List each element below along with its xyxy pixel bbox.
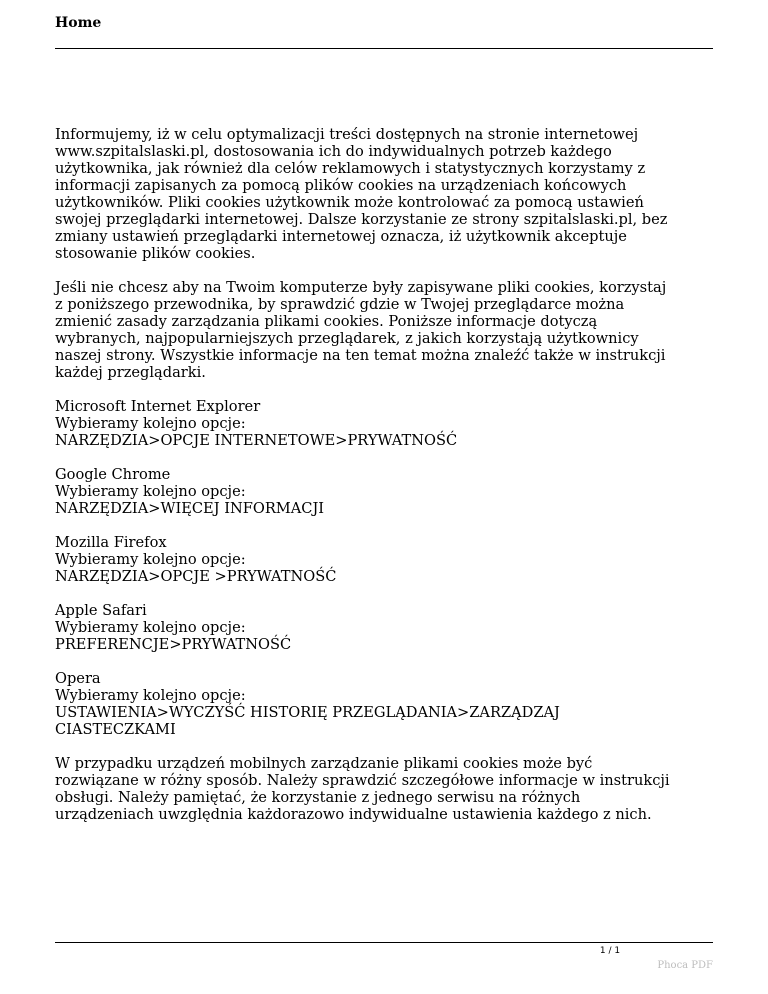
- browser-settings-path-continued: CIASTECZKAMI: [55, 721, 176, 738]
- text-line: Jeśli nie chcesz aby na Twoim komputerze były zapisywane pliki cookies, korzystaj: [55, 279, 667, 296]
- page-number: 1 / 1: [599, 946, 621, 956]
- text-line: użytkownika, jak również dla celów reklamowych i statystycznych korzystamy z: [55, 160, 646, 177]
- text-line: każdej przeglądarki.: [55, 364, 206, 381]
- text-line: naszej strony. Wszystkie informacje na ten temat można znaleźć także w instrukcji: [55, 347, 666, 364]
- browser-name: Opera: [55, 670, 101, 687]
- page-title: Home: [55, 15, 102, 31]
- browser-section-opera: [55, 670, 720, 738]
- browser-settings-path: NARZĘDZIA>OPCJE >PRYWATNOŚĆ: [55, 568, 337, 585]
- text-line: informacji zapisanych za pomocą plików cookies na urządzeniach końcowych: [55, 177, 627, 194]
- text-line: obsługi. Należy pamiętać, że korzystanie z jednego serwisu na różnych: [55, 789, 581, 806]
- text-line: rozwiązane w różny sposób. Należy sprawdzić szczegółowe informacje w instrukcji: [55, 772, 670, 789]
- browser-instruction: Wybieramy kolejno opcje:: [55, 619, 246, 636]
- text-line: zmienić zasady zarządzania plikami cookies. Poniższe informacje dotyczą: [55, 313, 598, 330]
- browser-instruction: Wybieramy kolejno opcje:: [55, 415, 246, 432]
- browser-section-internet-explorer: [55, 398, 720, 449]
- browser-settings-path: NARZĘDZIA>OPCJE INTERNETOWE>PRYWATNOŚĆ: [55, 432, 458, 449]
- browser-settings-path: NARZĘDZIA>WIĘCEJ INFORMACJI: [55, 500, 325, 517]
- mobile-paragraph: [55, 755, 720, 823]
- header-divider: [55, 48, 713, 49]
- text-line: zmiany ustawień przeglądarki internetowej oznacza, iż użytkownik akceptuje: [55, 228, 627, 245]
- page-header: [55, 14, 713, 32]
- browser-section-firefox: [55, 534, 720, 585]
- browser-name: Google Chrome: [55, 466, 171, 483]
- browser-settings-path: PREFERENCJE>PRYWATNOŚĆ: [55, 636, 292, 653]
- browser-instruction: Wybieramy kolejno opcje:: [55, 483, 246, 500]
- text-line: Informujemy, iż w celu optymalizacji treści dostępnych na stronie internetowej: [55, 126, 639, 143]
- browser-instruction: Wybieramy kolejno opcje:: [55, 551, 246, 568]
- intro-paragraph: [55, 126, 720, 262]
- browser-settings-path: USTAWIENIA>WYCZYŚĆ HISTORIĘ PRZEGLĄDANIA>ZARZĄDZAJ: [55, 704, 560, 721]
- text-line: stosowanie plików cookies.: [55, 245, 256, 262]
- text-line: z poniższego przewodnika, by sprawdzić gdzie w Twojej przeglądarce można: [55, 296, 625, 313]
- text-line: swojej przeglądarki internetowej. Dalsze korzystanie ze strony szpitalslaski.pl, bez: [55, 211, 668, 228]
- browser-name: Mozilla Firefox: [55, 534, 167, 551]
- text-line: wybranych, najpopularniejszych przeglądarek, z jakich korzystają użytkownicy: [55, 330, 639, 347]
- text-line: W przypadku urządzeń mobilnych zarządzanie plikami cookies może być: [55, 755, 593, 772]
- footer-divider: [55, 942, 713, 943]
- browser-name: Microsoft Internet Explorer: [55, 398, 261, 415]
- browser-name: Apple Safari: [55, 602, 147, 619]
- browser-section-safari: [55, 602, 720, 653]
- text-line: urządzeniach uwzględnia każdorazowo indywidualne ustawienia każdego z nich.: [55, 806, 652, 823]
- browser-section-chrome: [55, 466, 720, 517]
- browser-instruction: Wybieramy kolejno opcje:: [55, 687, 246, 704]
- guide-paragraph: [55, 279, 720, 381]
- text-line: www.szpitalslaski.pl, dostosowania ich do indywidualnych potrzeb każdego: [55, 143, 612, 160]
- text-line: użytkowników. Pliki cookies użytkownik może kontrolować za pomocą ustawień: [55, 194, 644, 211]
- document-body: [55, 126, 720, 840]
- generator-credit: Phoca PDF: [657, 960, 713, 971]
